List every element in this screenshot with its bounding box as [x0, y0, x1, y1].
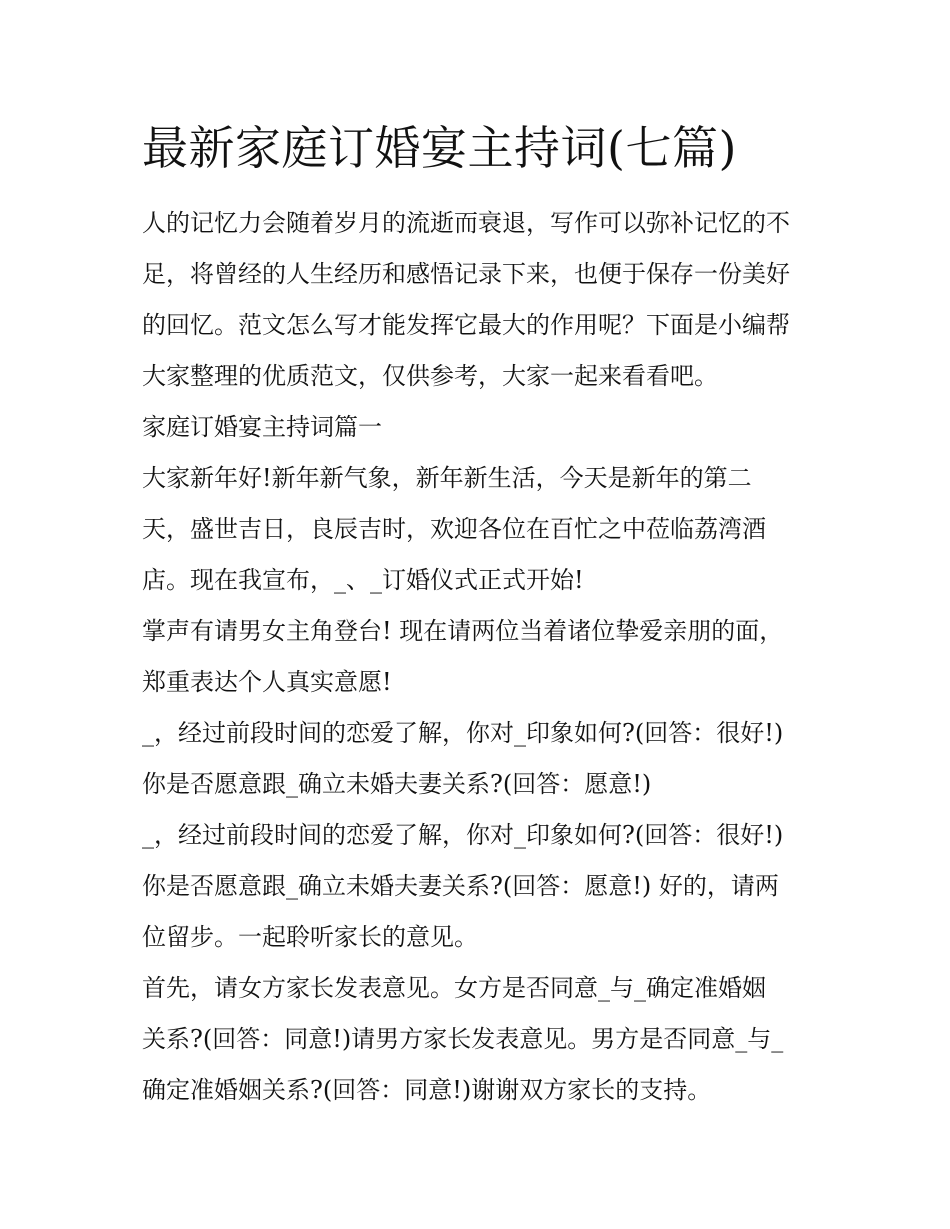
text-line: _，经过前段时间的恋爱了解，你对_印象如何?(回答：很好!) — [142, 719, 784, 747]
text-line: 人的记忆力会随着岁月的流逝而衰退，写作可以弥补记忆的不 — [142, 209, 790, 237]
text-line: 关系?(回答：同意!)请男方家长发表意见。男方是否同意_与_ — [142, 1025, 784, 1053]
text-line: _，经过前段时间的恋爱了解，你对_印象如何?(回答：很好!) — [142, 821, 784, 849]
text-line: 你是否愿意跟_确立未婚夫妻关系?(回答：愿意!) — [142, 770, 652, 798]
text-line: 郑重表达个人真实意愿! — [142, 668, 392, 696]
section-heading: 家庭订婚宴主持词篇一 — [142, 413, 382, 441]
text-line: 掌声有请男女主角登台! 现在请两位当着诸位挚爱亲朋的面， — [142, 617, 784, 645]
text-line: 天，盛世吉日，良辰吉时，欢迎各位在百忙之中莅临荔湾酒 — [142, 515, 766, 543]
text-line: 店。现在我宣布，_、_订婚仪式正式开始! — [142, 566, 584, 594]
text-line: 确定准婚姻关系?(回答：同意!)谢谢双方家长的支持。 — [142, 1076, 712, 1104]
text-line: 首先，请女方家长发表意见。女方是否同意_与_确定准婚姻 — [142, 974, 766, 1002]
text-line: 的回忆。范文怎么写才能发挥它最大的作用呢？下面是小编帮 — [142, 311, 790, 339]
document-title: 最新家庭订婚宴主持词(七篇) — [142, 121, 737, 175]
text-line: 足，将曾经的人生经历和感悟记录下来，也便于保存一份美好 — [142, 260, 790, 288]
text-line: 大家新年好!新年新气象，新年新生活，今天是新年的第二 — [142, 464, 752, 492]
text-line: 你是否愿意跟_确立未婚夫妻关系?(回答：愿意!) 好的，请两 — [142, 872, 779, 900]
document-body — [142, 198, 822, 1116]
text-line: 位留步。一起聆听家长的意见。 — [142, 923, 478, 951]
text-line: 大家整理的优质范文，仅供参考，大家一起来看看吧。 — [142, 362, 718, 390]
